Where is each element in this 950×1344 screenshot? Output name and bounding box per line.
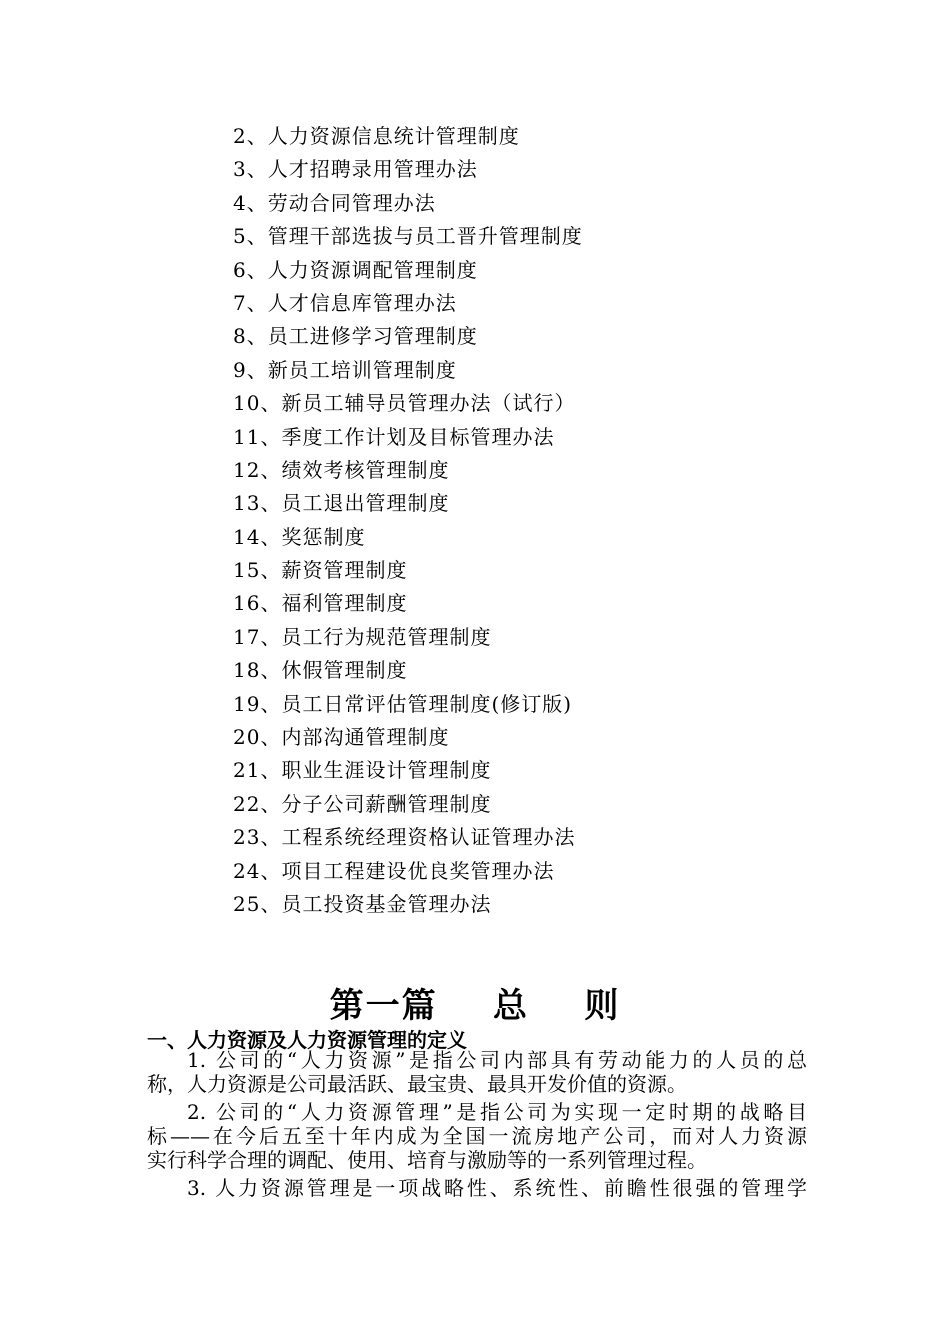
toc-item: 4、劳动合同管理办法 <box>233 190 436 215</box>
paragraph-3 <box>147 1176 807 1200</box>
toc-item: 21、职业生涯设计管理制度 <box>233 758 492 783</box>
toc-item: 15、薪资管理制度 <box>233 558 408 583</box>
toc-item: 17、员工行为规范管理制度 <box>233 624 492 649</box>
toc-item: 18、休假管理制度 <box>233 658 408 683</box>
table-of-contents <box>233 120 583 921</box>
toc-item: 22、分子公司薪酬管理制度 <box>233 791 492 816</box>
toc-item: 8、员工进修学习管理制度 <box>233 324 478 349</box>
toc-item: 7、人才信息库管理办法 <box>233 290 457 315</box>
paragraph-line: 标——在今后五至十年内成为全国一流房地产公司，而对人力资源 <box>147 1124 807 1148</box>
toc-item: 11、季度工作计划及目标管理办法 <box>233 424 555 449</box>
paragraph-line: 称，人力资源是公司最活跃、最宝贵、最具开发价值的资源。 <box>147 1072 687 1096</box>
toc-item: 13、员工退出管理制度 <box>233 491 450 516</box>
chapter-title: 第一篇 总 则 <box>329 986 621 1026</box>
toc-item: 6、人力资源调配管理制度 <box>233 257 478 282</box>
toc-item: 5、管理干部选拔与员工晋升管理制度 <box>233 224 583 249</box>
toc-item: 23、工程系统经理资格认证管理办法 <box>233 825 576 850</box>
paragraph-1 <box>147 1048 807 1096</box>
toc-item: 19、员工日常评估管理制度(修订版) <box>233 691 573 716</box>
toc-item: 12、绩效考核管理制度 <box>233 457 450 482</box>
toc-item: 10、新员工辅导员管理办法（试行） <box>233 391 576 416</box>
toc-item: 9、新员工培训管理制度 <box>233 357 457 382</box>
paragraph-line: 2. 公司的“人力资源管理”是指公司为实现一定时期的战略目 <box>187 1100 807 1124</box>
toc-item: 2、人力资源信息统计管理制度 <box>233 124 520 148</box>
toc-item: 25、员工投资基金管理办法 <box>233 891 492 916</box>
section-heading: 一、人力资源及人力资源管理的定义 <box>147 1028 467 1052</box>
paragraph-2 <box>147 1100 807 1172</box>
toc-item: 24、项目工程建设优良奖管理办法 <box>233 858 555 883</box>
toc-item: 3、人才招聘录用管理办法 <box>233 157 478 182</box>
paragraph-line: 实行科学合理的调配、使用、培育与激励等的一系列管理过程。 <box>147 1148 707 1172</box>
paragraph-line: 3. 人力资源管理是一项战略性、系统性、前瞻性很强的管理学 <box>187 1176 807 1200</box>
toc-item: 14、奖惩制度 <box>233 524 366 549</box>
toc-item: 16、福利管理制度 <box>233 591 408 616</box>
paragraph-line: 1. 公司的“人力资源”是指公司内部具有劳动能力的人员的总 <box>187 1048 807 1072</box>
toc-item: 20、内部沟通管理制度 <box>233 725 450 750</box>
